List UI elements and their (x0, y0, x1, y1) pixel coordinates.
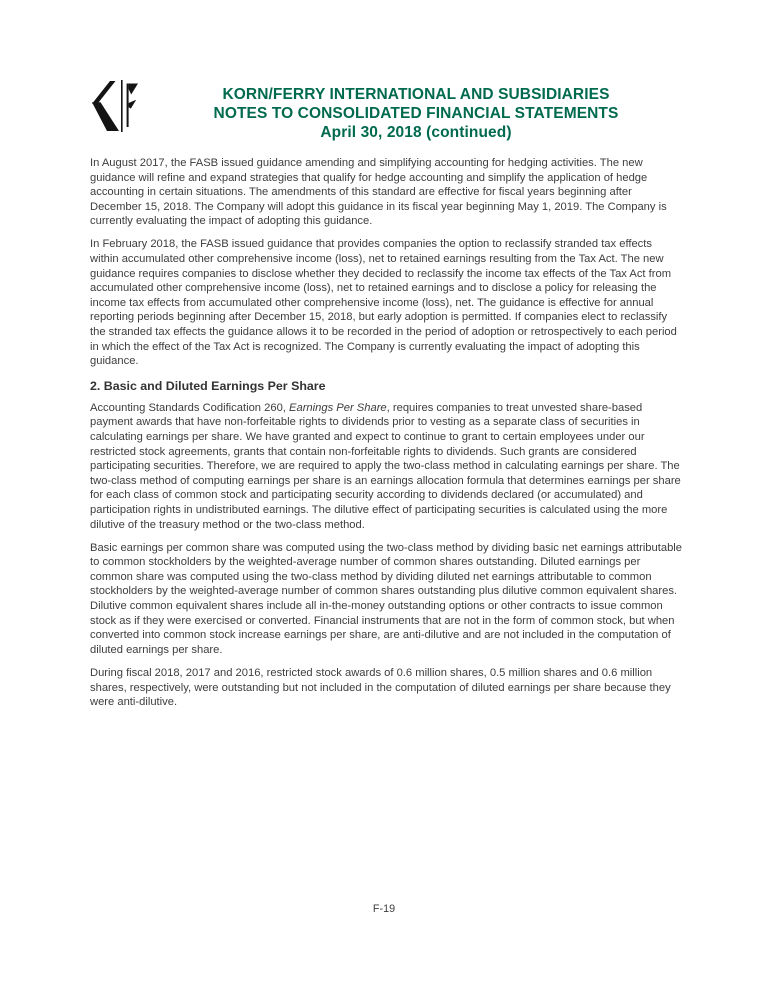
asc-260-text-prefix: Accounting Standards Codification 260, (90, 401, 290, 414)
paragraph-asc-260 (90, 401, 683, 532)
title-company-line: KORN/FERRY INTERNATIONAL AND SUBSIDIARIES (222, 86, 610, 103)
document-body (90, 156, 683, 718)
title-date-line: April 30, 2018 (continued) (320, 124, 512, 141)
paragraph-stranded-tax-effects: In February 2018, the FASB issued guidance that provides companies the option to reclassify stranded tax effects within accumulated other comprehensive income (loss), net to retained earnings resulting from the Tax Act. The new guidance requires companies to disclose whether they decided to reclassify the income tax effects of the Tax Act from accumulated other comprehensive income (loss), net to retained earnings and to disclose a policy for releasing the income tax effects from accumulated other comprehensive income (loss), net. The guidance is effective for annual reporting periods beginning after December 15, 2018, but early adoption is permitted. If companies elect to reclassify the stranded tax effects the guidance allows it to be recorded in the period of adoption or retrospectively to each period in which the effect of the Tax Act is recognized. The Company is currently evaluating the impact of adopting this guidance. (90, 238, 677, 368)
asc-260-italic-title: Earnings Per Share (289, 401, 387, 414)
asc-260-text-suffix: , requires companies to treat unvested share-based payment awards that have non-forfeitable rights to dividends prior to vesting as a separate class of securities in calculating earnings per share. We have granted and expect to continue to grant to certain employees under our restricted stock agreements, grants that contain non-forfeitable rights to dividends. Such grants are considered participating securities. Therefore, we are required to apply the two-class method in calculating earnings per share. The two-class method of computing earnings per share is an earnings allocation formula that determines earnings per share for each class of common stock and participating security according to dividends declared (or accumulated) and participation rights in undistributed earnings. The dilutive effect of participating securities is calculated using the more dilutive of the treasury method or the two-class method. (90, 401, 681, 531)
title-statements-line: NOTES TO CONSOLIDATED FINANCIAL STATEMENTS (213, 105, 619, 122)
section-heading-earnings-per-share: 2. Basic and Diluted Earnings Per Share (90, 378, 326, 393)
paragraph-hedging-guidance: In August 2017, the FASB issued guidance amending and simplifying accounting for hedging activities. The new guidance will refine and expand strategies that qualify for hedge accounting and simplify the application of hedge accounting in certain situations. The amendments of this standard are effective for fiscal years beginning after December 15, 2018. The Company will adopt this guidance in its fiscal year beginning May 1, 2019. The Company is currently evaluating the impact of adopting this guidance. (90, 157, 667, 228)
document-title (150, 85, 682, 142)
paragraph-basic-diluted-computation: Basic earnings per common share was computed using the two-class method by dividing basic net earnings attributable to common stockholders by the weighted-average number of common shares outstanding. Diluted earnings per common share was computed using the two-class method by dividing diluted net earnings attributable to common stockholders by the weighted-average number of common shares outstanding plus dilutive common equivalent shares. Dilutive common equivalent shares include all in-the-money outstanding options or other contracts to issue common stock as if they were exercised or converted. Financial instruments that are not in the form of common stock, but when converted into common stock increase earnings per share, are anti-dilutive and are not included in the computation of diluted earnings per share. (90, 541, 683, 656)
korn-ferry-logo (90, 80, 138, 132)
kf-monogram-icon (90, 80, 138, 132)
paragraph-antidilutive-awards: During fiscal 2018, 2017 and 2016, restricted stock awards of 0.6 million shares, 0.5 million shares and 0.6 million shares, respectively, were outstanding but not included in the computation of diluted earnings per share because they were anti-dilutive. (90, 666, 671, 709)
page-number: F-19 (372, 903, 396, 915)
